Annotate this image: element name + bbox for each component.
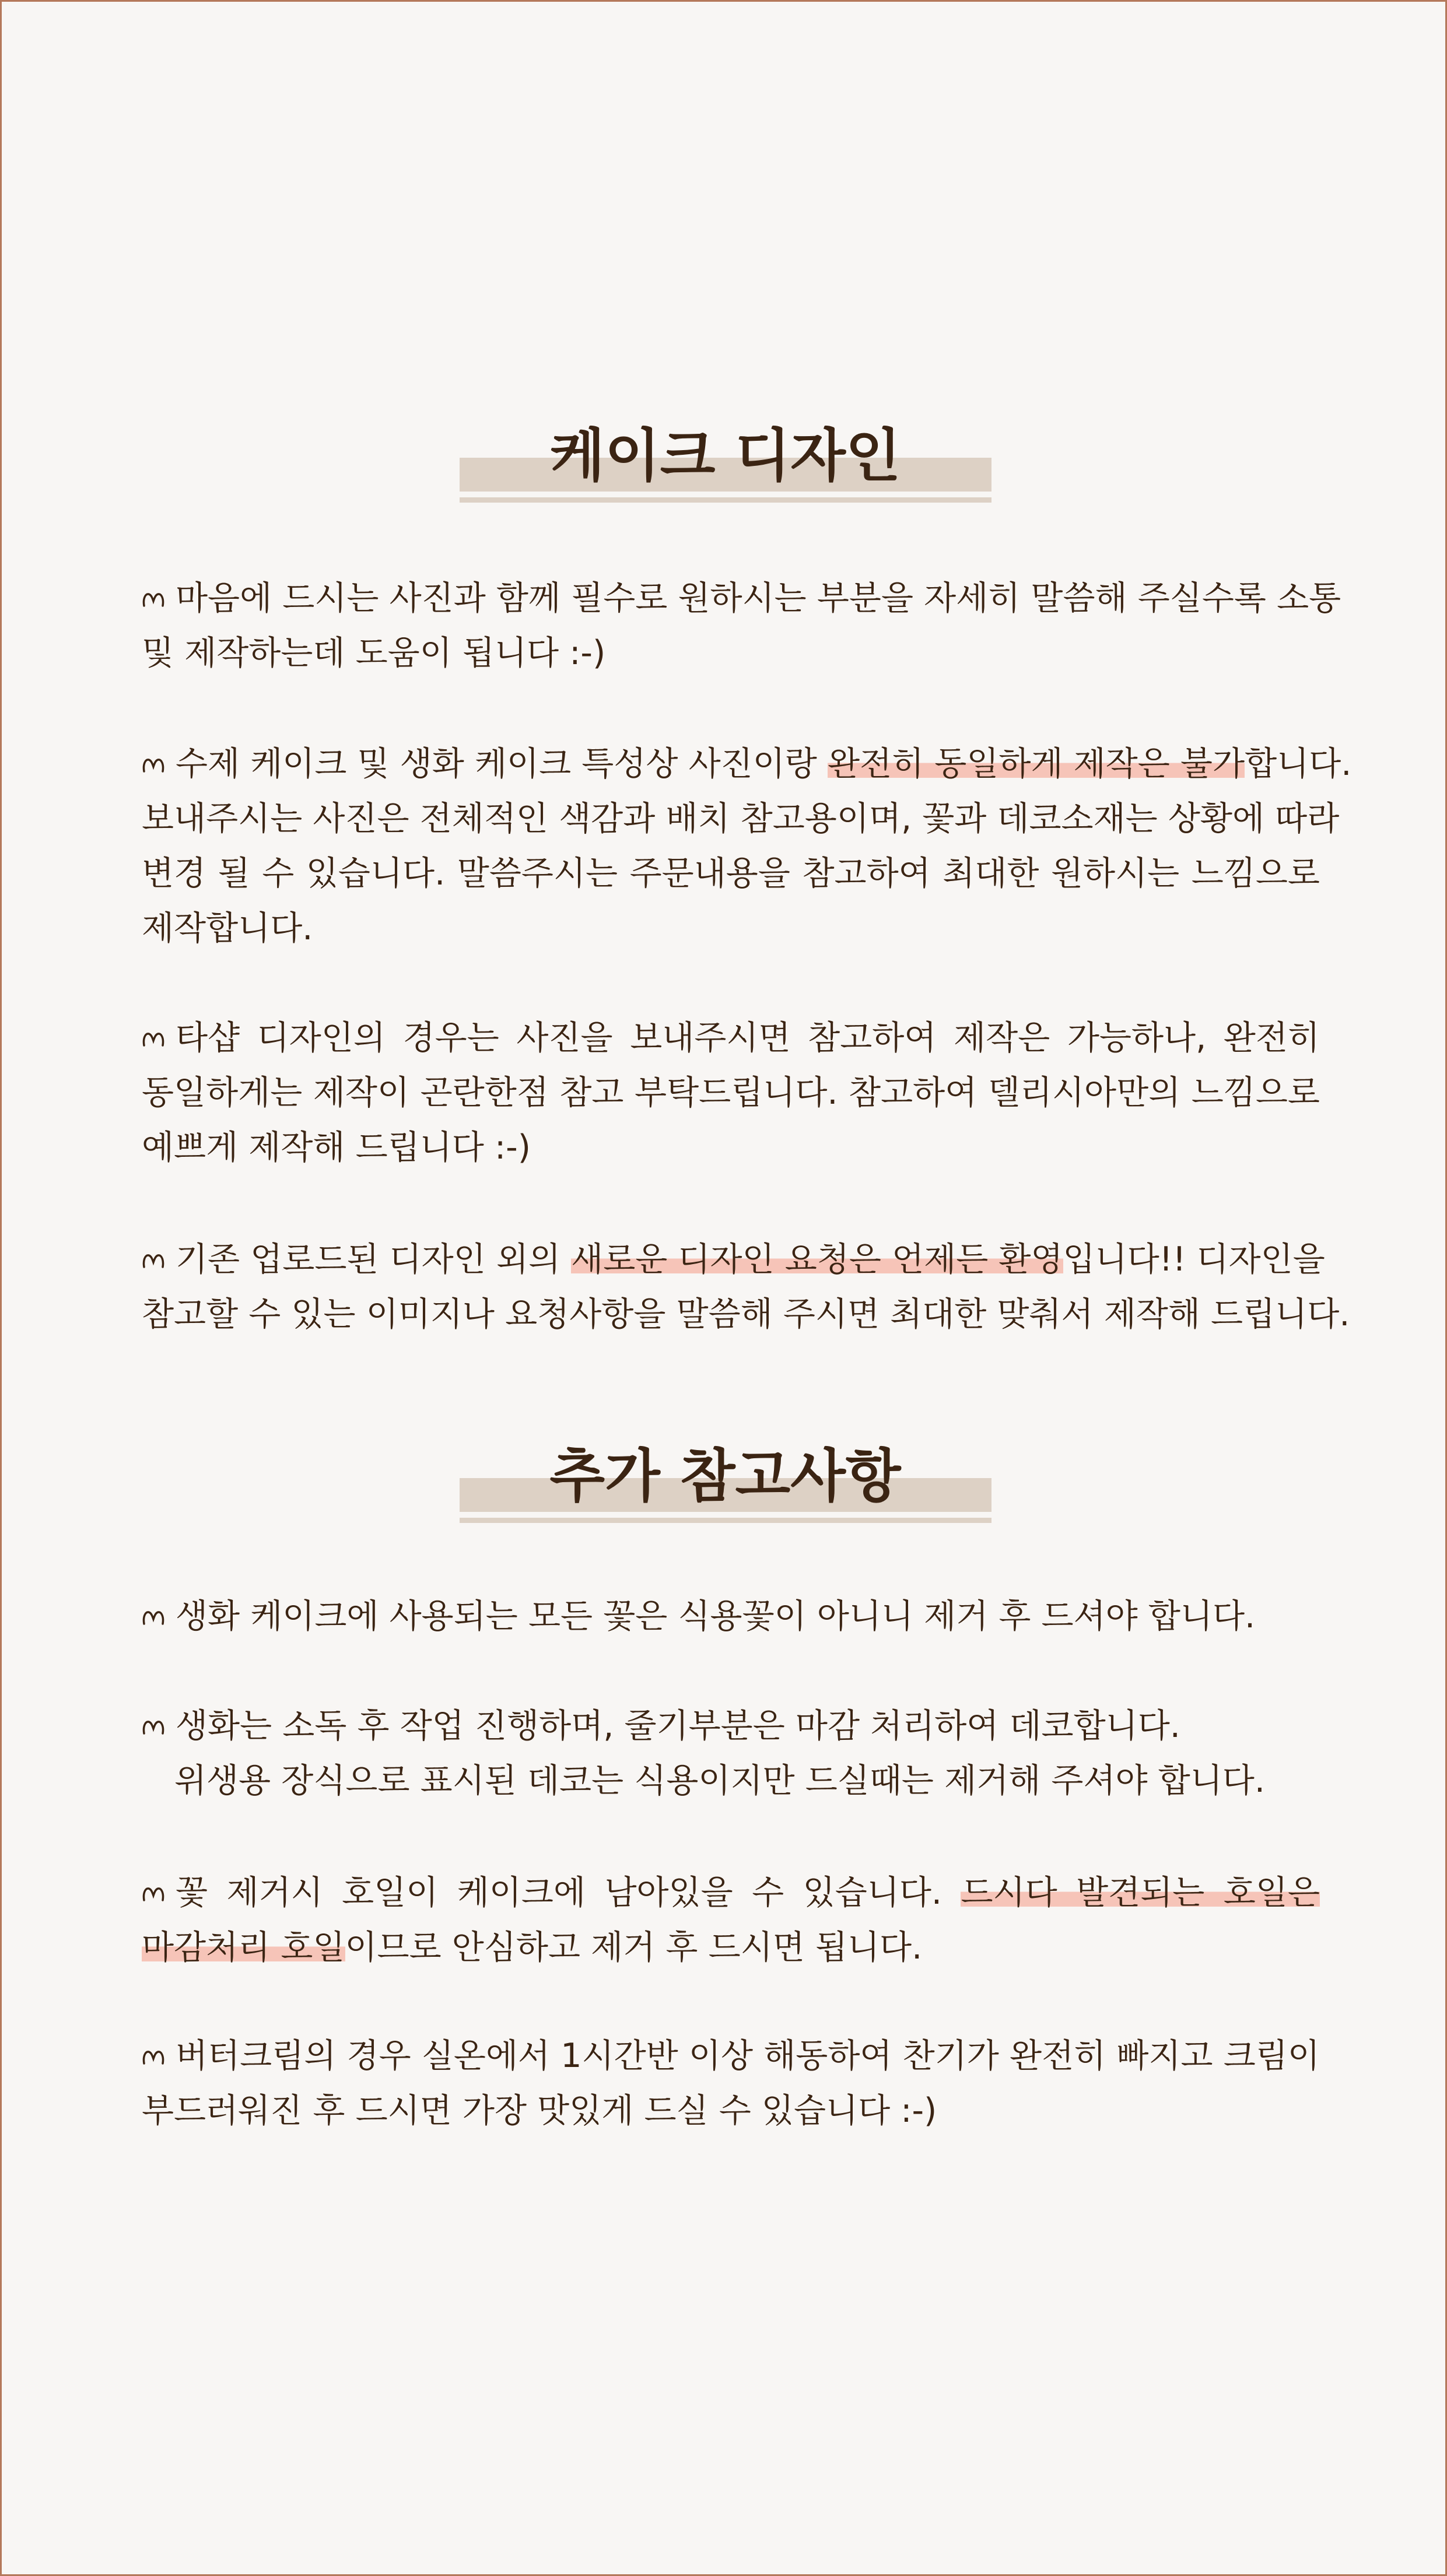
section-cake-design-heading xyxy=(2,422,1447,503)
notice-paragraph xyxy=(142,1865,1320,1975)
highlighted-text: 새로운 디자인 요청은 언제든 환영 xyxy=(571,1240,1063,1279)
paragraph-line: 부드러워진 후 드시면 가장 맛있게 드실 수 있습니다 :-) xyxy=(142,2091,937,2130)
notice-paragraph xyxy=(142,1698,1320,1808)
notice-paragraph xyxy=(142,571,1341,680)
paragraph-line: 참고할 수 있는 이미지나 요청사항을 말씀해 주시면 최대한 맞춰서 제작해 드립니다. xyxy=(142,1295,1350,1333)
notice-paragraph xyxy=(142,736,1352,956)
highlighted-text: 완전히 동일하게 제작은 불가 xyxy=(827,745,1245,783)
tulip-icon xyxy=(142,1718,165,1736)
tulip-icon xyxy=(142,1030,165,1048)
tulip-icon xyxy=(142,2048,165,2066)
paragraph-line: 변경 될 수 있습니다. 말씀주시는 주문내용을 참고하여 최대한 원하시는 느낌으로 xyxy=(142,854,1320,893)
tulip-icon xyxy=(142,591,165,608)
paragraph-line: 위생용 장식으로 표시된 데코는 식용이지만 드실때는 제거해 주셔야 합니다. xyxy=(174,1761,1265,1800)
paragraph-line: 마감처리 호일이므로 안심하고 제거 후 드시면 됩니다. xyxy=(142,1928,923,1967)
paragraph-line: 보내주시는 사진은 전체적인 색감과 배치 참고용이며, 꽃과 데코소재는 상황에 따라 xyxy=(142,799,1340,838)
title-underline xyxy=(460,497,991,503)
paragraph-line: 동일하게는 제작이 곤란한점 참고 부탁드립니다. 참고하여 델리시아만의 느낌으로 xyxy=(142,1073,1320,1112)
paragraph-line: 기존 업로드된 디자인 외의 새로운 디자인 요청은 언제든 환영입니다!! 디자인을 xyxy=(142,1232,1320,1287)
section-title: 추가 참고사항 xyxy=(549,1443,901,1510)
tulip-icon xyxy=(142,756,165,774)
notice-paragraph xyxy=(142,1589,1320,1644)
highlighted-text: 마감처리 호일 xyxy=(142,1928,345,1967)
paragraph-line: 생화 케이크에 사용되는 모든 꽃은 식용꽃이 아니니 제거 후 드셔야 합니다. xyxy=(142,1589,1320,1644)
paragraph-line: 마음에 드시는 사진과 함께 필수로 원하시는 부분을 자세히 말씀해 주실수록 소통 xyxy=(142,571,1320,626)
highlighted-text: 드시다 발견되는 호일은 xyxy=(961,1873,1320,1912)
paragraph-line: 및 제작하는데 도움이 됩니다 :-) xyxy=(142,634,606,672)
tulip-icon xyxy=(142,1609,165,1626)
paragraph-line: 버터크림의 경우 실온에서 1시간반 이상 해동하여 찬기가 완전히 빠지고 크림이 xyxy=(142,2028,1320,2083)
paragraph-line: 예쁘게 제작해 드립니다 :-) xyxy=(142,1128,531,1167)
paragraph-line: 타샵 디자인의 경우는 사진을 보내주시면 참고하여 제작은 가능하나, 완전히 xyxy=(142,1010,1320,1065)
title-underline xyxy=(460,1518,991,1523)
notice-paragraph xyxy=(142,2028,1320,2138)
paragraph-line: 제작합니다. xyxy=(142,909,313,947)
paragraph-line: 생화는 소독 후 작업 진행하며, 줄기부분은 마감 처리하여 데코합니다. xyxy=(142,1698,1320,1753)
section-additional-notes-heading xyxy=(2,1442,1447,1524)
tulip-icon xyxy=(142,1252,165,1269)
paragraph-line: 꽃 제거시 호일이 케이크에 남아있을 수 있습니다. 드시다 발견되는 호일은 xyxy=(142,1865,1320,1920)
notice-paragraph xyxy=(142,1010,1320,1175)
tulip-icon xyxy=(142,1885,165,1903)
notice-paragraph xyxy=(142,1232,1350,1342)
paragraph-line: 수제 케이크 및 생화 케이크 특성상 사진이랑 완전히 동일하게 제작은 불가합니다. xyxy=(142,736,1320,791)
section-title: 케이크 디자인 xyxy=(549,423,901,489)
